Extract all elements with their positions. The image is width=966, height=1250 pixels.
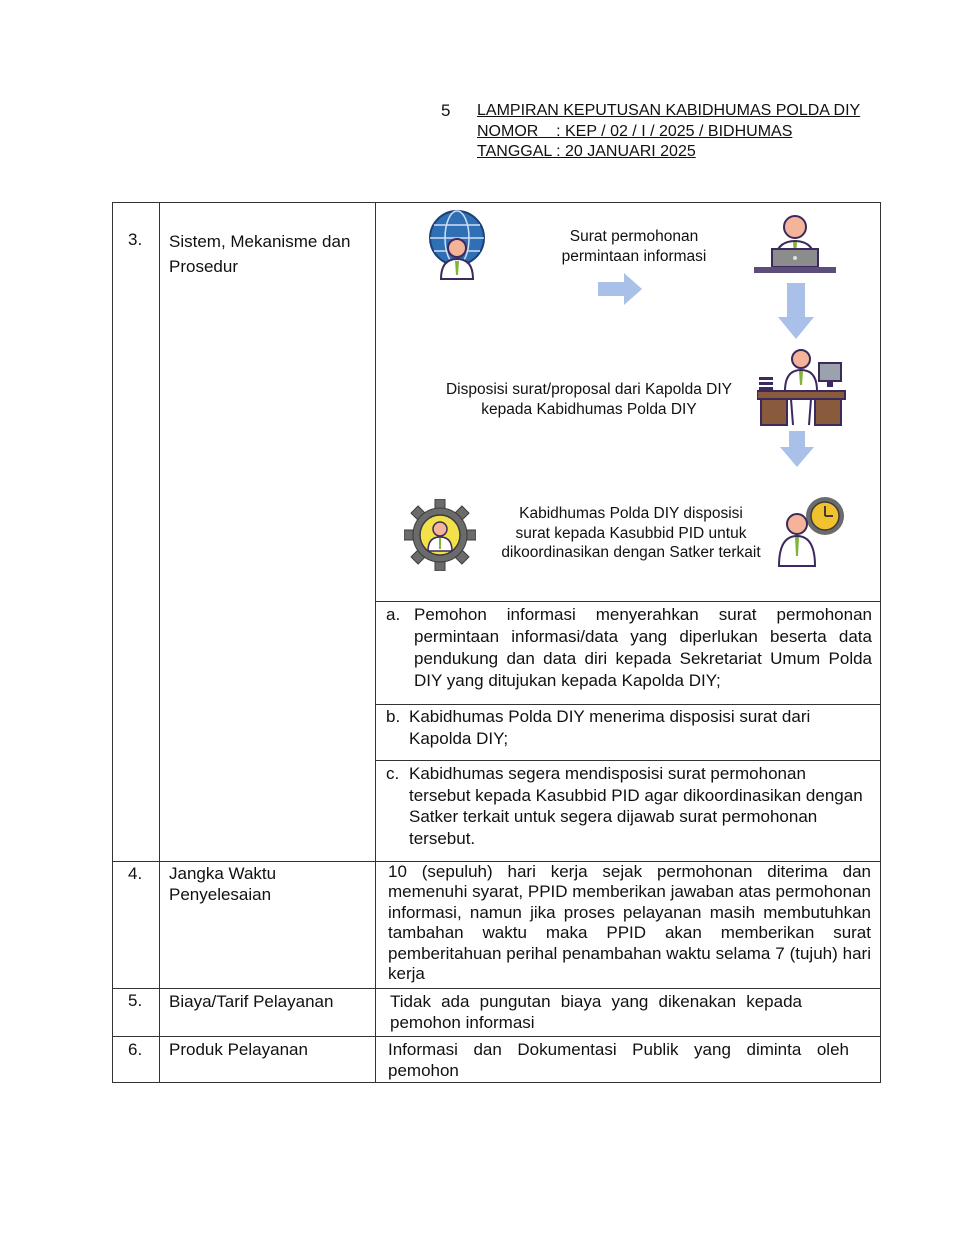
row-label-line: Sistem, Mekanisme dan	[169, 232, 351, 251]
service-standard-table	[112, 202, 881, 1083]
procedure-letter: b.	[386, 707, 401, 726]
desk-officer-icon	[757, 347, 847, 427]
row-number: 5.	[128, 991, 143, 1010]
arrow-down-icon	[780, 431, 814, 467]
procedure-text: Kabidhumas Polda DIY menerima disposisi surat dari Kapolda DIY;	[409, 707, 811, 748]
flow-step-1-label	[524, 227, 744, 266]
flow-step-3-label	[476, 504, 786, 563]
laptop-officer-icon	[752, 211, 838, 277]
procedure-text: Kabidhumas segera mendisposisi surat permohonan tersebut kepada Kasubbid PID agar dikoordinasikan dengan Satker terkait untuk segera dijawab surat permohonan tersebut.	[409, 764, 863, 848]
arrow-down-icon	[778, 283, 814, 339]
row-label: Produk Pelayanan	[169, 1040, 308, 1059]
row-label-line: Jangka Waktu	[169, 864, 277, 883]
document-header	[477, 101, 860, 163]
row-number: 4.	[128, 864, 143, 883]
procedure-text: Pemohon informasi menyerahkan surat permohonan permintaan informasi/data yang diperlukan beserta data pendukung dan data diri kepada Sekretariat Umum Polda DIY yang ditujukan kepada Kapolda DIY;	[414, 605, 872, 690]
flow-step-2-label	[424, 380, 754, 419]
header-date: TANGGAL : 20 JANUARI 2025	[477, 143, 696, 160]
gear-person-icon	[404, 499, 476, 571]
procedure-letter: a.	[386, 605, 401, 624]
arrow-right-icon	[598, 273, 642, 305]
procedure-flow-diagram	[376, 203, 881, 601]
row-label	[169, 863, 276, 905]
row-label: Biaya/Tarif Pelayanan	[169, 992, 334, 1011]
row-label-line: Penyelesaian	[169, 885, 272, 904]
flow-step-text: Disposisi surat/proposal dari Kapolda DIY kepada Kabidhumas Polda DIY	[445, 381, 733, 418]
header-title: LAMPIRAN KEPUTUSAN KABIDHUMAS POLDA DIY	[477, 102, 861, 119]
clock-officer-icon	[777, 494, 849, 568]
globe-person-icon	[426, 209, 488, 281]
row-label-line: Prosedur	[169, 257, 238, 276]
row-number: 6.	[128, 1040, 143, 1059]
flow-step-text: Surat permohonan permintaan informasi	[561, 228, 707, 265]
flow-step-text: Kabidhumas Polda DIY disposisi surat kepada Kasubbid PID untuk dikoordinasikan dengan Satker terkait	[501, 505, 761, 561]
row-number: 3.	[128, 230, 143, 249]
procedure-letter: c.	[386, 764, 400, 783]
row-text: Informasi dan Dokumentasi Publik yang diminta oleh pemohon	[388, 1040, 849, 1080]
header-number: NOMOR : KEP / 02 / I / 2025 / BIDHUMAS	[477, 122, 793, 140]
row-text: Tidak ada pungutan biaya yang dikenakan kepada pemohon informasi	[390, 992, 802, 1032]
row-label	[169, 229, 350, 279]
row-text: 10 (sepuluh) hari kerja sejak permohonan diterima dan memenuhi syarat, PPID memberikan jawaban atas permohonan informasi, namun jika proses pelayanan masih membutuhkan tambahan waktu maka PPID akan memberikan surat pemberitahuan perihal penambahan waktu selama 7 (tujuh) hari kerja	[388, 862, 871, 984]
page-number: 5	[441, 101, 451, 120]
